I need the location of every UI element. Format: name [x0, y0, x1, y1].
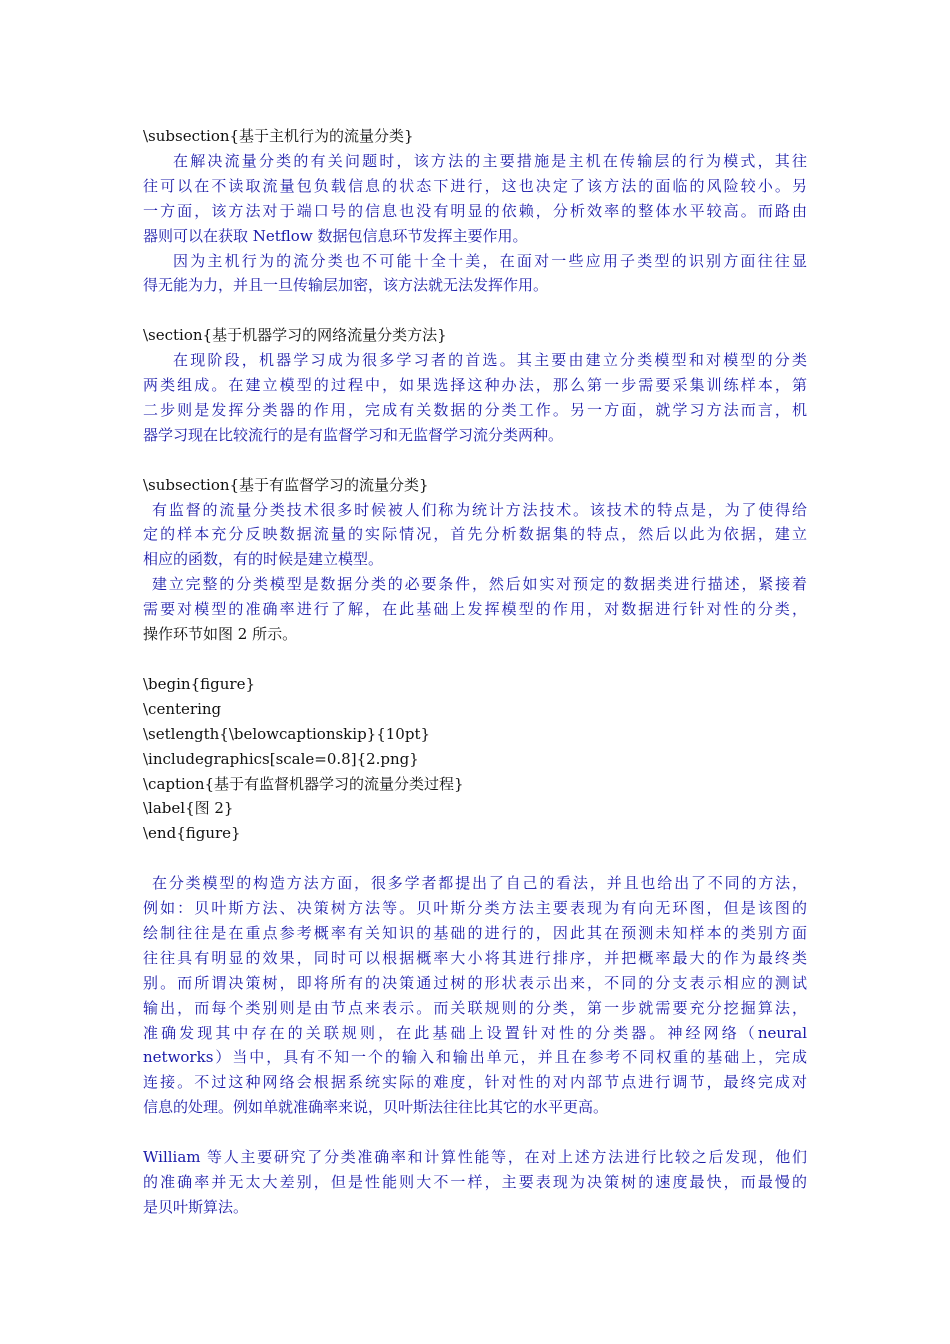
paragraph-ml-intro	[143, 348, 807, 448]
code-line: \caption{基于有监督机器学习的流量分类过程}	[143, 774, 464, 793]
text-line: 相应的函数，有的时候是建立模型。	[143, 550, 384, 569]
paragraph-supervised-1	[143, 498, 807, 573]
paragraph-classification-methods	[143, 871, 807, 1120]
text-line: 器学习现在比较流行的是有监督学习和无监督学习流分类两种。	[143, 425, 564, 444]
code-line: \end{figure}	[143, 824, 241, 843]
code-line: \begin{figure}	[143, 674, 255, 693]
subsection-heading-supervised: \subsection{基于有监督学习的流量分类}	[143, 475, 429, 494]
figure-code-block	[143, 672, 807, 846]
code-line: \includegraphics[scale=0.8]{2.png}	[143, 749, 419, 768]
text-line: 别。而所谓决策树，即将所有的决策通过树的形状表示出来，不同的分支表示相应的测试	[143, 973, 807, 992]
text-line: William 等人主要研究了分类准确率和计算性能等，在对上述方法进行比较之后发现，他们	[143, 1148, 807, 1167]
text-line: 的准确率并无太大差别，但是性能则大不一样，主要表现为决策树的速度最快，而最慢的	[143, 1172, 807, 1191]
section-heading-ml: \section{基于机器学习的网络流量分类方法}	[143, 326, 447, 345]
blank-line	[143, 647, 807, 672]
text-line: 二步则是发挥分类器的作用，完成有关数据的分类工作。另一方面，就学习方法而言，机	[143, 400, 807, 419]
text-line: 往可以在不读取流量包负载信息的状态下进行，这也决定了该方法的面临的风险较小。另	[143, 176, 807, 195]
text-line: 需要对模型的准确率进行了解，在此基础上发挥模型的作用，对数据进行针对性的分类，	[143, 600, 807, 619]
code-line: \label{图 2}	[143, 799, 234, 818]
text-line: networks）当中，具有不知一个的输入和输出单元，并且在参考不同权重的基础上，完成	[143, 1048, 807, 1067]
text-line: 往往具有明显的效果，同时可以根据概率大小将其进行排序，并把概率最大的作为最终类	[143, 948, 807, 967]
code-line: \setlength{\belowcaptionskip}{10pt}	[143, 724, 431, 743]
document-page	[143, 124, 807, 1220]
text-line: 建立完整的分类模型是数据分类的必要条件，然后如实对预定的数据类进行描述，紧接着	[152, 575, 807, 594]
subsection-heading-host: \subsection{基于主机行为的流量分类}	[143, 127, 414, 145]
text-line: 输出，而每个类别则是由节点来表示。而关联规则的分类，第一步就需要充分挖掘算法，	[143, 998, 807, 1017]
blank-line	[143, 298, 807, 323]
text-line: 是贝叶斯算法。	[143, 1197, 249, 1216]
text-line: 定的样本充分反映数据流量的实际情况，首先分析数据集的特点，然后以此为依据，建立	[143, 525, 807, 544]
text-line: 信息的处理。例如单就准确率来说，贝叶斯法往往比其它的水平更高。	[143, 1098, 609, 1117]
text-line: 在现阶段，机器学习成为很多学习者的首选。其主要由建立分类模型和对模型的分类	[173, 351, 807, 370]
paragraph-william-study	[143, 1145, 807, 1220]
paragraph-host-behavior	[143, 149, 807, 249]
blank-line	[143, 448, 807, 473]
text-line: 器则可以在获取 Netflow 数据包信息环节发挥主要作用。	[143, 226, 528, 245]
text-line: 两类组成。在建立模型的过程中，如果选择这种办法，那么第一步需要采集训练样本，第	[143, 376, 807, 395]
blank-line	[143, 1120, 807, 1145]
text-line: 例如：贝叶斯方法、决策树方法等。贝叶斯分类方法主要表现为有向无环图，但是该图的	[143, 899, 807, 918]
text-line: 因为主机行为的流分类也不可能十全十美，在面对一些应用子类型的识别方面往往显	[173, 251, 807, 270]
text-line: 绘制往往是在重点参考概率有关知识的基础的进行的，因此其在预测未知样本的类别方面	[143, 923, 807, 942]
text-line: 在分类模型的构造方法方面，很多学者都提出了自己的看法，并且也给出了不同的方法，	[152, 874, 807, 893]
text-line: 连接。不过这种网络会根据系统实际的难度，针对性的对内部节点进行调节，最终完成对	[143, 1073, 807, 1092]
text-line: 有监督的流量分类技术很多时候被人们称为统计方法技术。该技术的特点是，为了使得给	[152, 500, 807, 519]
paragraph-supervised-2	[143, 572, 807, 647]
text-line: 准确发现其中存在的关联规则，在此基础上设置针对性的分类器。神经网络（neural	[143, 1023, 807, 1042]
text-line: 操作环节如图 2 所示。	[143, 625, 298, 644]
text-line: 得无能为力，并且一旦传输层加密，该方法就无法发挥作用。	[143, 276, 549, 295]
text-line: 在解决流量分类的有关问题时，该方法的主要措施是主机在传输层的行为模式，其往	[173, 151, 807, 170]
paragraph-host-limitations	[143, 249, 807, 299]
blank-line	[143, 846, 807, 871]
code-line: \centering	[143, 699, 222, 718]
text-line: 一方面，该方法对于端口号的信息也没有明显的依赖，分析效率的整体水平较高。而路由	[143, 201, 807, 220]
